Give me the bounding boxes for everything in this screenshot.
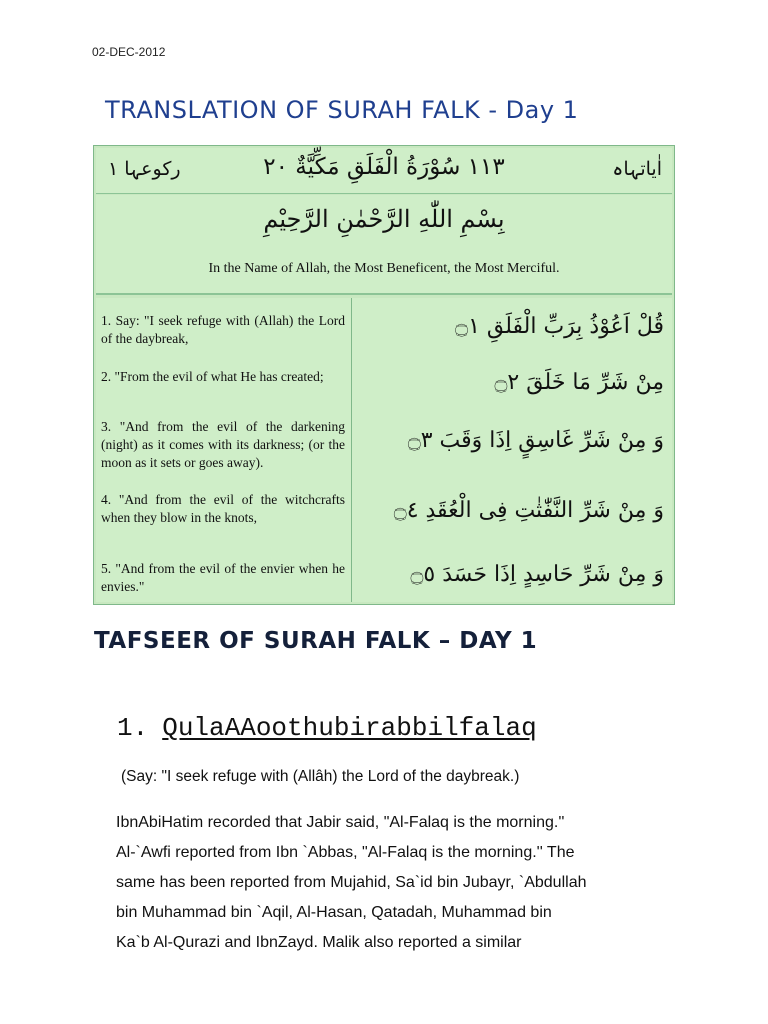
- verse-number: 1.: [117, 713, 149, 743]
- bismillah-arabic: بِسْمِ اللّٰهِ الرَّحْمٰنِ الرَّحِيْمِ: [263, 205, 505, 233]
- verse-heading: [117, 713, 537, 743]
- paragraph-line: bin Muhammad bin `Aqil, Al-Hasan, Qatadah, Muhammad bin: [116, 904, 552, 921]
- surah-header: [96, 148, 672, 194]
- paragraph-line: Ka`b Al-Qurazi and IbnZayd. Malik also reported a similar: [116, 934, 522, 951]
- verse-3-english: 3. "And from the evil of the darkening (night) as it comes with its darkness; (or the moon as it sets or goes away).: [101, 419, 345, 470]
- verse-3-arabic: وَ مِنْ شَرِّ غَاسِقٍ اِذَا وَقَبَ ۝٣: [407, 428, 664, 453]
- tafseer-paragraph: [116, 808, 676, 958]
- surah-name: ١١٣ سُوْرَةُ الْفَلَقِ مَكِّيَّةٌ ٢٠: [263, 154, 505, 180]
- paragraph-line: IbnAbiHatim recorded that Jabir said, "Al-Falaq is the morning.'': [116, 814, 565, 831]
- ayat-count-label: اٰیاتہاہ: [612, 158, 662, 180]
- verse-1-arabic: قُلْ اَعُوْذُ بِرَبِّ الْفَلَقِ ۝١: [455, 314, 664, 339]
- column-divider: [351, 298, 352, 602]
- verse-translation: (Say: "I seek refuge with (Allâh) the Lord of the daybreak.): [121, 768, 520, 785]
- verse-5-arabic: وَ مِنْ شَرِّ حَاسِدٍ اِذَا حَسَدَ ۝٥: [410, 562, 664, 587]
- verse-5-english: 5. "And from the evil of the envier when he envies.": [101, 561, 345, 594]
- verse-4-english: 4. "And from the evil of the witchcrafts when they blow in the knots,: [101, 492, 345, 525]
- verse-1-english: 1. Say: "I seek refuge with (Allah) the Lord of the daybreak,: [101, 313, 345, 346]
- verse-2-arabic: مِنْ شَرِّ مَا خَلَقَ ۝٢: [494, 370, 664, 395]
- verse-transliteration: QulaAAoothubirabbilfalaq: [162, 713, 537, 743]
- bismillah-box: [96, 195, 672, 295]
- paragraph-line: same has been reported from Mujahid, Sa`id bin Jubayr, `Abdullah: [116, 874, 587, 891]
- tafseer-heading: TAFSEER OF SURAH FALK – DAY 1: [94, 628, 538, 654]
- verse-2-english: 2. "From the evil of what He has created;: [101, 369, 324, 384]
- bismillah-english: In the Name of Allah, the Most Beneficent, the Most Merciful.: [208, 261, 560, 276]
- verse-4-arabic: وَ مِنْ شَرِّ النَّفّٰثٰتِ فِی الْعُقَدِ ۝٤: [393, 498, 664, 523]
- ruku-count-label: رکوعہا ١: [108, 158, 181, 180]
- surah-table-image: [93, 145, 675, 605]
- paragraph-line: Al-`Awfi reported from Ibn `Abbas, "Al-Falaq is the morning.'' The: [116, 844, 575, 861]
- page-date: 02-DEC-2012: [92, 45, 166, 59]
- page-title: TRANSLATION OF SURAH FALK - Day 1: [105, 96, 579, 124]
- verses-body: [96, 298, 672, 602]
